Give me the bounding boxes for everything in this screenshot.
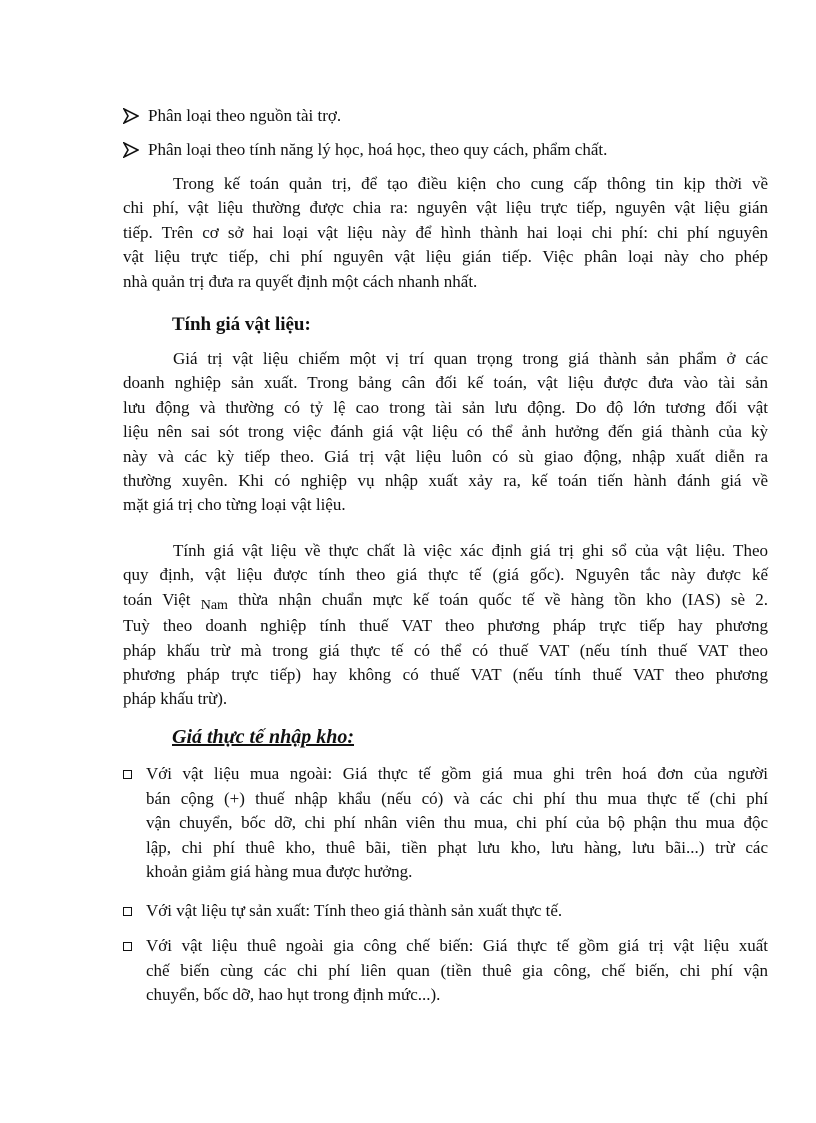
text-run: toán Việt [123,589,191,609]
paragraph-line: Giá trị vật liệu chiếm một vị trí quan trọng trong giá thành sản phẩm ở các [173,349,768,368]
list-item-line: Với vật liệu thuê ngoài gia công chế biến: Giá thực tế gồm giá trị vật liệu xuất [146,936,768,955]
paragraph-line: Tuỳ theo doanh nghiệp tính thuế VAT theo phương pháp trực tiếp hay phương [123,616,768,636]
section-heading: Tính giá vật liệu: [172,314,311,335]
list-item-line: lập, chi phí thuê kho, thuê bãi, tiền phạt lưu kho, lưu hàng, lưu bãi...) trừ các [146,837,768,857]
list-item-line: bán cộng (+) thuế nhập khẩu (nếu có) và các chi phí thu mua thực tế (chi phí [146,788,768,808]
paragraph-line: vật liệu trực tiếp, chi phí nguyên vật liệu gián tiếp. Việc phân loại này cho phép [123,247,768,267]
paragraph-line: doanh nghiệp sản xuất. Trong bảng cân đối kế toán, vật liệu được đưa vào tài sản [123,373,768,393]
paragraph-line: quy định, vật liệu được tính theo giá thực tế (giá gốc). Nguyên tắc này được kế [123,565,768,585]
arrow-bullet-icon [123,108,139,124]
paragraph [123,539,768,712]
square-bullet-icon [123,770,132,779]
list-item-line: chế biến cùng các chi phí liên quan (tiền thuê gia công, chế biến, chi phí vận [146,960,768,980]
paragraph-line [123,588,768,614]
paragraph-line: lưu động và thường có tỷ lệ cao trong tài sản lưu động. Do độ lớn tương đối vật [123,397,768,417]
paragraph-line: pháp khấu trừ mà trong giá thực tế có thể có thuế VAT (nếu tính thuế VAT theo [123,640,768,660]
paragraph [123,347,768,518]
subscript-text: Nam [200,597,228,613]
list-item-line: chuyển, bốc dỡ, hao hụt trong định mức...). [146,985,441,1005]
paragraph-line: tiếp. Trên cơ sở hai loại vật liệu này để hình thành hai loại chi phí: chi phí nguyên [123,222,768,242]
arrow-bullet-icon [123,142,139,158]
list-item-line: khoản giảm giá hàng mua được hưởng. [146,862,413,882]
list-item-line: Với vật liệu mua ngoài: Giá thực tế gồm giá mua ghi trên hoá đơn của người [146,764,768,783]
square-bullet-icon [123,907,132,916]
paragraph-line: Tính giá vật liệu về thực chất là việc xác định giá trị ghi sổ của vật liệu. Theo [173,541,768,560]
paragraph-line: chi phí, vật liệu thường được chia ra: nguyên vật liệu trực tiếp, nguyên vật liệu gián [123,198,768,218]
bullet-text: Phân loại theo tính năng lý học, hoá học, theo quy cách, phẩm chất. [148,140,608,159]
paragraph-line: nhà quản trị đưa ra quyết định một cách nhanh nhất. [123,271,478,291]
list-item-line: Với vật liệu tự sản xuất: Tính theo giá thành sản xuất thực tế. [146,901,563,920]
paragraph-line: phương pháp trực tiếp) hay không có thuế VAT (nếu tính thuế VAT theo phương [123,665,768,685]
paragraph-line: Trong kế toán quản trị, để tạo điều kiện cho cung cấp thông tin kịp thời về [173,174,768,193]
square-bullet-icon [123,942,132,951]
section-heading: Giá thực tế nhập kho: [172,726,355,748]
paragraph-line: liệu nên sai sót trong việc đánh giá vật liệu có thể ảnh hưởng đến giá thành của kỳ [123,422,768,442]
list-item-line: vận chuyển, bốc dỡ, chi phí nhân viên thu mua, chi phí của bộ phận thu mua độc [146,813,768,833]
paragraph [123,172,768,294]
bullet-text: Phân loại theo nguồn tài trợ. [148,106,342,125]
text-run: thừa nhận chuẩn mực kế toán quốc tế về hàng tồn kho (IAS) sè 2. [238,589,769,609]
paragraph-line: này và các kỳ tiếp theo. Giá trị vật liệu luôn có sù giao động, nhập xuất diễn ra [123,446,768,466]
paragraph-line: mặt giá trị cho từng loại vật liệu. [123,495,346,515]
paragraph-line: thường xuyên. Khi có nghiệp vụ nhập xuất xảy ra, kế toán tiến hành đánh giá về [123,471,768,491]
paragraph-line: pháp khấu trừ). [123,689,228,709]
